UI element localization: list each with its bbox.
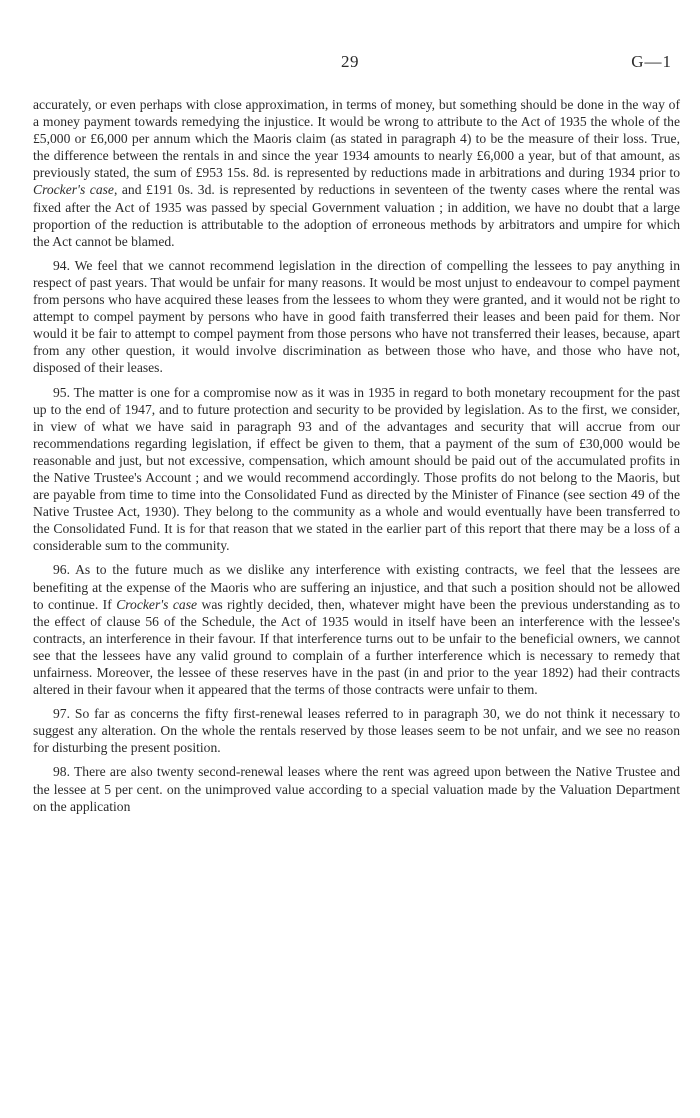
- case-citation: Crocker's case: [116, 596, 198, 612]
- paragraph-text: accurately, or even perhaps with close approximation, in terms of money, but something should be done in the way of a money payment towards remedying the injustice. It would be wrong to attribute to the Act of 1935 the whole of the £5,000 or £6,000 per annum which the Maoris claim (as stated in paragraph 4) to be the measure of their loss. True, the difference between the rentals in and since the year 1934 amounts to nearly £6,000 a year, but of that amount, as previously stated, the sum of £953 15s. 8d. is represented by reductions made in arbitrations and during 1934 prior to: [33, 97, 680, 181]
- paragraph-94: [33, 257, 680, 377]
- paragraph-text: There are also twenty second-renewal leases where the rent was agreed upon between the Native Trustee and the lessee at 5 per cent. on the unimproved value according to a special valuation made by the Valuation Department on the application: [33, 764, 680, 814]
- paragraph-number: 97.: [53, 706, 70, 722]
- paragraph-98: [33, 763, 680, 814]
- body-text: [33, 96, 680, 822]
- page-number: 29: [341, 52, 359, 71]
- paragraph-text: So far as concerns the fifty first-renewal leases referred to in paragraph 30, we do not think it necessary to suggest any alteration. On the whole the rentals reserved by those leases seem to be not unfair, and we see no reason for disturbing the present position.: [33, 706, 680, 756]
- paragraph-text: We feel that we cannot recommend legislation in the direction of compelling the lessees to pay anything in respect of past years. That would be unfair for many reasons. It would be most unjust to endeavour to compel payment from persons who have acquired these leases from the lessees to whom they were granted, and it would not be right to attempt to compel payment by persons who have in good faith transferred their leases and been paid for them. Nor would it be fair to attempt to compel payment from those persons who have not transferred their leases, because, apart from any other question, it would involve discrimination as between those who have, and those who have not, disposed of their leases.: [33, 257, 680, 376]
- paragraph-continued: [33, 96, 680, 250]
- paragraph-text: As to the future much as we dislike any interference with existing contracts, we feel that the lessees are benefiting at the expense of the Maoris who are suffering an injustice, and that such a position should not be allowed to continue. If: [33, 562, 680, 612]
- case-citation: Crocker's case: [33, 182, 114, 198]
- paragraph-text: The matter is one for a compromise now as it was in 1935 in regard to both monetary recoupment for the past up to the end of 1947, and to future protection and security to be provided by legislation. As to the first, we consider, in view of what we have said in paragraph 93 and of the advantages and security that will accrue from our recommendations regarding legislation, if effect be given to them, that a payment of the sum of £30,000 would be reasonable and just, but not excessive, compensation, which amount should be paid out of the accumulated profits in the Native Trustee's Account ; and we would recommend accordingly. Those profits do not belong to the Maoris, but are payable from time to time into the Consolidated Fund as directed by the Minister of Finance (see section 49 of the Native Trustee Act, 1930). They belong to the community as a whole and would eventually have been transferred to the Consolidated Fund. It is for that reason that we stated in the earlier part of this report that there may be a loss of a considerable sum to the community.: [33, 384, 681, 554]
- paragraph-number: 94.: [53, 257, 70, 273]
- paragraph-95: [33, 384, 680, 555]
- paragraph-number: 98.: [53, 764, 70, 780]
- paragraph-96: [33, 561, 680, 698]
- paragraph-number: 96.: [53, 562, 70, 578]
- paragraph-text: was rightly decided, then, whatever might have been the previous understanding as to the effect of clause 56 of the Schedule, the Act of 1935 would in itself have been an interference with the lessee's contracts, an interference in their favour. If that interference turns out to be unfair to the beneficial owners, we cannot see that the lessees have any valid ground to complain of a further interference which is necessary to remedy that unfairness. Moreover, the lessee of these reserves have in the past (in and prior to the year 1892) had their contracts altered in their favour when it appeared that the terms of those contracts were unfair to them.: [33, 596, 681, 698]
- paragraph-97: [33, 705, 680, 756]
- paragraph-number: 95.: [53, 384, 70, 400]
- document-reference: G—1: [631, 52, 672, 71]
- paragraph-text: , and £191 0s. 3d. is represented by reductions in seventeen of the twenty cases where the rental was fixed after the Act of 1935 was passed by special Government valuation ; in addition, we have no doubt that a large proportion of the reduction is attributable to the adoption of erroneous methods by arbitrators and umpire for which the Act cannot be blamed.: [33, 182, 680, 249]
